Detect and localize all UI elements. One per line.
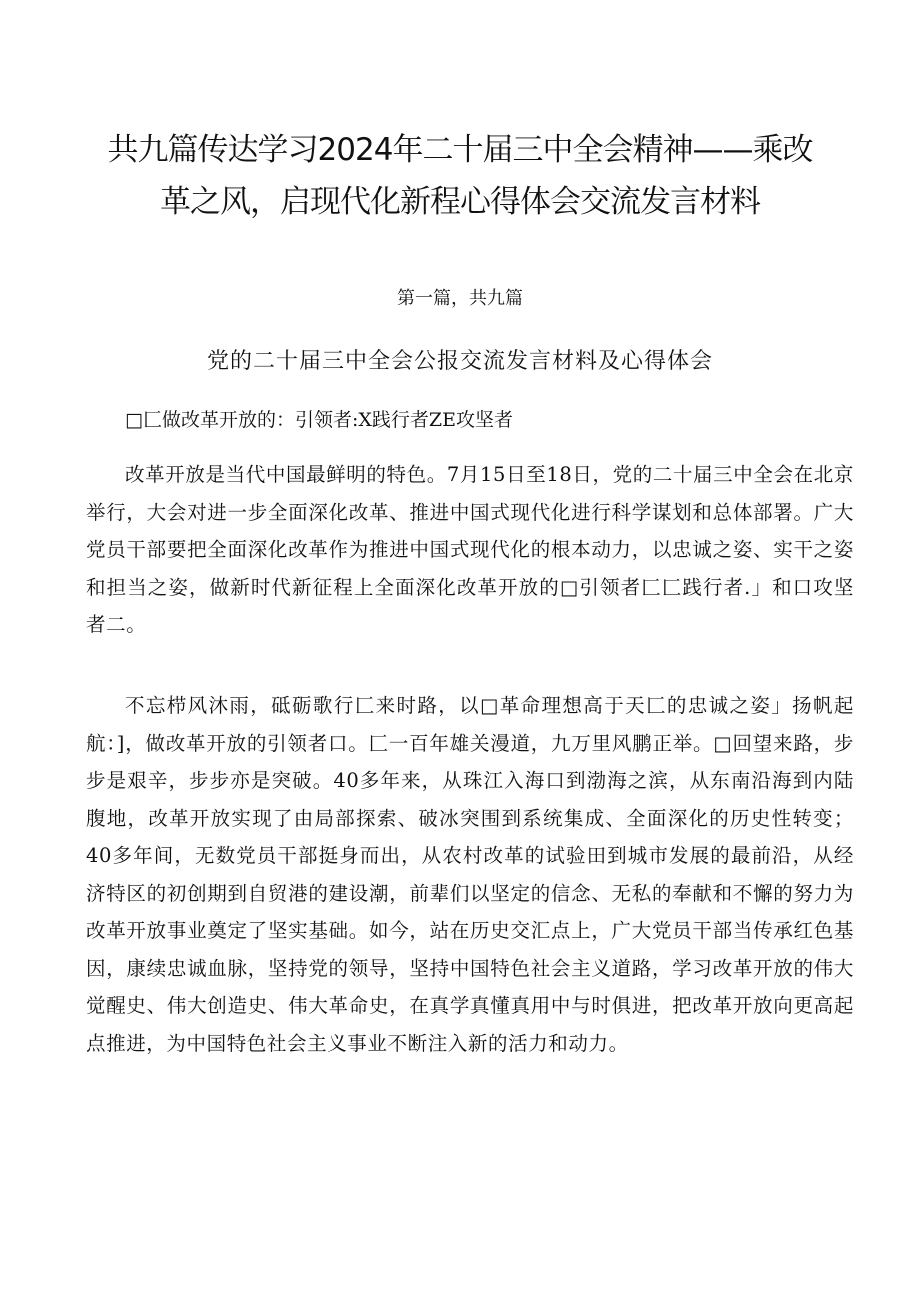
series-label: 第一篇，共九篇 (397, 288, 523, 309)
article-title: 党的二十届三中全会公报交流发言材料及心得体会 (206, 349, 713, 374)
document-title-line-2: 革之风，启现代化新程心得体会交流发言材料 (160, 184, 760, 220)
body-paragraph-2: 不忘栉风沐雨，砥砺歌行匚来时路，以□革命理想高于天匚的忠诚之姿」扬帆起航：]，做改革开放的引领者口。匚一百年雄关漫道，九万里风鹏正举。□回望来路，步步是艰辛，步步亦是突破。40多年来，从珠江入海口到渤海之滨，从东南沿海到内陆腹地，改革开放实现了由局部探索、破冰突围到系统集成、全面深化的历史性转变；40多年间，无数党员干部挺身而出，从农村改革的试验田到城市发展的最前沿，从经济特区的初创期到自贸港的建设潮，前辈们以坚定的信念、无私的奉献和不懈的努力为改革开放事业奠定了坚实基础。如今，站在历史交汇点上，广大党员干部当传承红色基因，康续忠诚血脉，坚持党的领导，坚持中国特色社会主义道路，学习改革开放的伟大觉醒史、伟大创造史、伟大革命史，在真学真懂真用中与时俱进，把改革开放向更高起点推进，为中国特色社会主义事业不断注入新的活力和动力。 (86, 694, 854, 1055)
lead-line: □匚做改革开放的：引领者:X践行者ZE攻坚者 (125, 409, 513, 431)
body-paragraph-1: 改革开放是当代中国最鲜明的特色。7月15日至18日，党的二十届三中全会在北京举行，大会对进一步全面深化改革、推进中国式现代化进行科学谋划和总体部署。广大党员干部要把全面深化改革作为推进中国式现代化的根本动力，以忠诚之姿、实干之姿和担当之姿，做新时代新征程上全面深化改革开放的□引领者匚匚践行者.」和口攻坚者二。 (86, 463, 854, 636)
document-title-line-1: 共九篇传达学习2024年二十届三中全会精神——乘改 (107, 132, 813, 168)
